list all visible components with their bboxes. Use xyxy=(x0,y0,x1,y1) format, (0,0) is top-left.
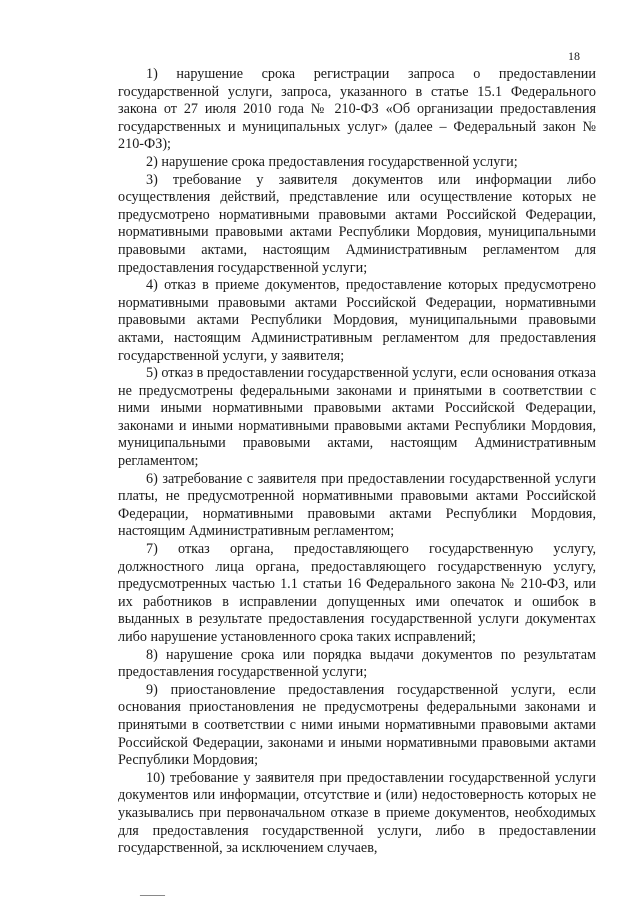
paragraph-item-6: 6) затребование с заявителя при предоставлении государственной услуги платы, не предусмотренной нормативными правовыми актами Российской Федерации, нормативными правовыми актами Республики Мордовия, настоящим Административным регламентом; xyxy=(118,470,596,540)
paragraph-item-10: 10) требование у заявителя при предоставлении государственной услуги документов или информации, отсутствие и (или) недостоверность которых не указывались при первоначальном отказе в приеме документов, необходимых для предоставления государственной услуги, либо в предоставлении государственной, за исключением случаев, xyxy=(118,769,596,857)
paragraph-item-8: 8) нарушение срока или порядка выдачи документов по результатам предоставления государственной услуги; xyxy=(118,646,596,681)
paragraph-item-5: 5) отказ в предоставлении государственной услуги, если основания отказа не предусмотрены федеральными законами и принятыми в соответствии с ними иными нормативными правовыми актами Российской Федерации, законами и иными нормативными правовыми актами Республики Мордовия, муниципальными правовыми актами, настоящим Административным регламентом; xyxy=(118,365,596,470)
page-number: 18 xyxy=(568,49,580,63)
paragraph-item-3: 3) требование у заявителя документов или информации либо осуществления действий, представление или осуществление которых не предусмотрено нормативными правовыми актами Российской Федерации, нормативными правовыми актами Республики Мордовия, муниципальными правовыми актами, настоящим Административным регламентом для предоставления государственной услуги; xyxy=(118,171,596,276)
document-body xyxy=(118,66,596,858)
paragraph-item-9: 9) приостановление предоставления государственной услуги, если основания приостановления не предусмотрены федеральными законами и принятыми в соответствии с ними иными нормативными правовыми актами Российской Федерации, законами и иными нормативными правовыми актами Республики Мордовия; xyxy=(118,681,596,769)
paragraph-item-4: 4) отказ в приеме документов, предоставление которых предусмотрено нормативными правовыми актами Российской Федерации, нормативными правовыми актами Республики Мордовия, муниципальными правовыми актами, настоящим Административным регламентом для предоставления государственной услуги, у заявителя; xyxy=(118,277,596,364)
paragraph-item-7: 7) отказ органа, предоставляющего государственную услугу, должностного лица органа, предоставляющего государственную услугу, предусмотренных частью 1.1 статьи 16 Федерального закона № 210-ФЗ, или их работников в исправлении допущенных ими опечаток и ошибок в выданных в результате предоставления государственной услуги документах либо нарушение установленного срока таких исправлений; xyxy=(118,541,596,645)
paragraph-item-1: 1) нарушение срока регистрации запроса о предоставлении государственной услуги, запроса, указанного в статье 15.1 Федерального закона от 27 июля 2010 года № 210-ФЗ «Об организации предоставления государственных и муниципальных услуг» (далее – Федеральный закон № 210-ФЗ); xyxy=(118,66,596,153)
footer-mark: ——– xyxy=(140,890,165,901)
paragraph-item-2: 2) нарушение срока предоставления государственной услуги; xyxy=(146,153,518,170)
